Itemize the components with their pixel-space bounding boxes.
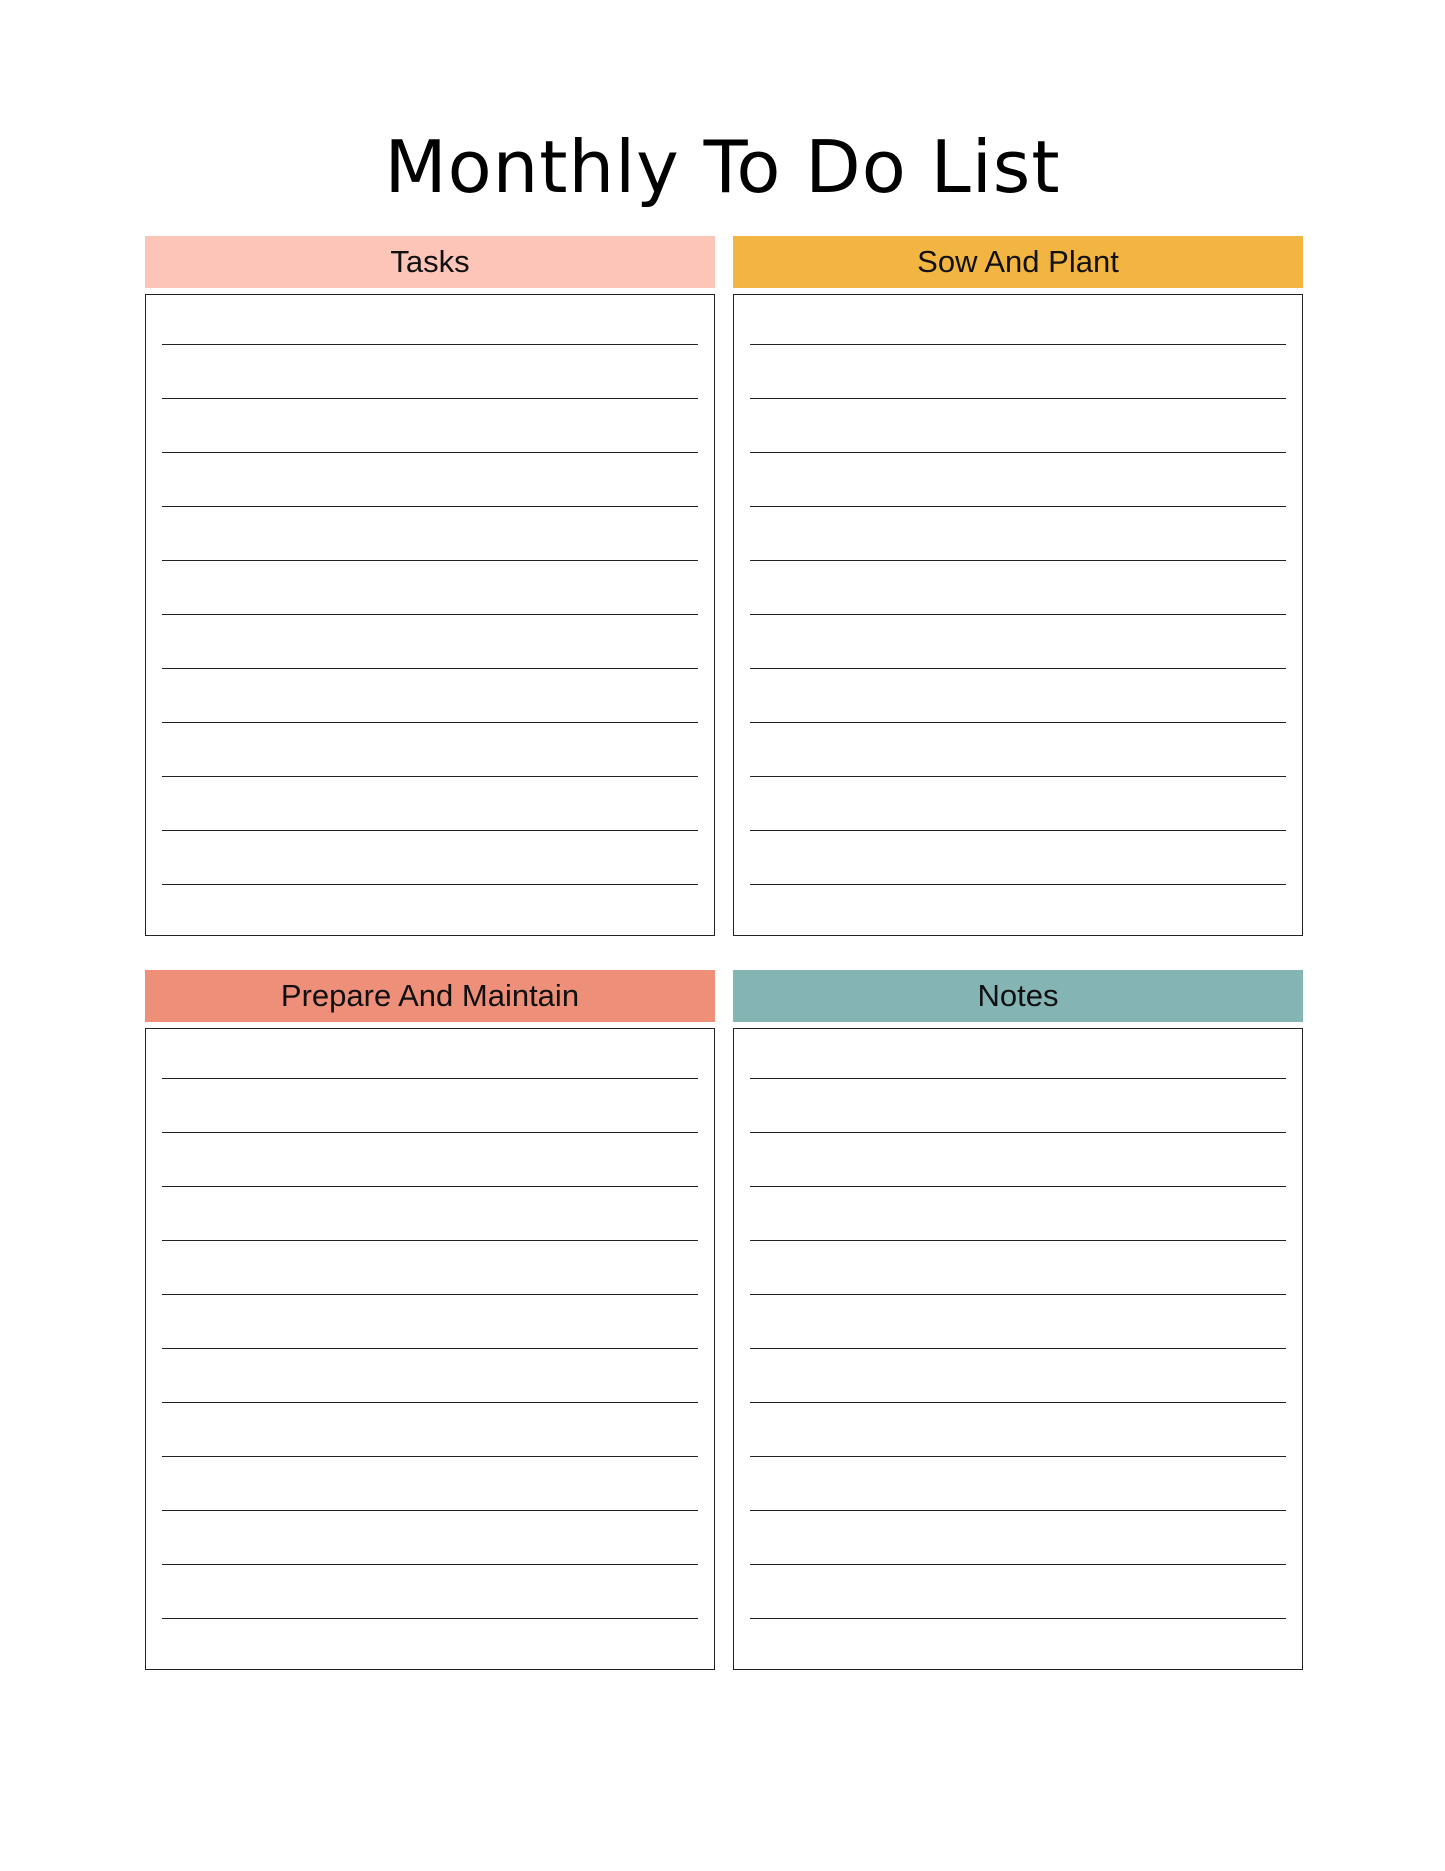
writing-line[interactable] — [750, 1402, 1286, 1403]
writing-line[interactable] — [162, 1132, 698, 1133]
writing-line[interactable] — [750, 830, 1286, 831]
prepare-and-maintain-box[interactable] — [145, 1028, 715, 1670]
writing-line[interactable] — [750, 344, 1286, 345]
writing-line[interactable] — [162, 560, 698, 561]
writing-line[interactable] — [750, 452, 1286, 453]
writing-line[interactable] — [750, 614, 1286, 615]
writing-line[interactable] — [162, 668, 698, 669]
writing-line[interactable] — [750, 1186, 1286, 1187]
writing-line[interactable] — [162, 398, 698, 399]
writing-line[interactable] — [162, 344, 698, 345]
writing-line[interactable] — [162, 1240, 698, 1241]
prepare-and-maintain-section — [145, 970, 715, 1670]
writing-line[interactable] — [162, 1510, 698, 1511]
writing-line[interactable] — [162, 1564, 698, 1565]
writing-line[interactable] — [162, 1186, 698, 1187]
writing-line[interactable] — [750, 398, 1286, 399]
writing-line[interactable] — [162, 1294, 698, 1295]
writing-line[interactable] — [750, 1132, 1286, 1133]
page-title: Monthly To Do List — [384, 125, 1061, 209]
writing-line[interactable] — [162, 776, 698, 777]
writing-line[interactable] — [750, 1078, 1286, 1079]
notes-box[interactable] — [733, 1028, 1303, 1670]
writing-line[interactable] — [750, 1510, 1286, 1511]
writing-line[interactable] — [750, 1564, 1286, 1565]
writing-line[interactable] — [162, 1348, 698, 1349]
writing-line[interactable] — [750, 1456, 1286, 1457]
writing-line[interactable] — [162, 830, 698, 831]
writing-line[interactable] — [162, 506, 698, 507]
writing-line[interactable] — [162, 614, 698, 615]
prepare-and-maintain-header: Prepare And Maintain — [145, 970, 715, 1022]
writing-line[interactable] — [162, 1402, 698, 1403]
sow-and-plant-header: Sow And Plant — [733, 236, 1303, 288]
writing-line[interactable] — [750, 884, 1286, 885]
writing-line[interactable] — [750, 506, 1286, 507]
tasks-header: Tasks — [145, 236, 715, 288]
writing-line[interactable] — [162, 722, 698, 723]
writing-line[interactable] — [162, 1618, 698, 1619]
writing-line[interactable] — [750, 1240, 1286, 1241]
writing-line[interactable] — [162, 452, 698, 453]
sow-and-plant-box[interactable] — [733, 294, 1303, 936]
writing-line[interactable] — [750, 1618, 1286, 1619]
notes-header: Notes — [733, 970, 1303, 1022]
writing-line[interactable] — [162, 1456, 698, 1457]
writing-line[interactable] — [162, 1078, 698, 1079]
writing-line[interactable] — [750, 560, 1286, 561]
tasks-box[interactable] — [145, 294, 715, 936]
writing-line[interactable] — [750, 776, 1286, 777]
writing-line[interactable] — [750, 722, 1286, 723]
writing-line[interactable] — [750, 1294, 1286, 1295]
writing-line[interactable] — [750, 1348, 1286, 1349]
notes-section — [733, 970, 1303, 1670]
writing-line[interactable] — [750, 668, 1286, 669]
sow-and-plant-section — [733, 236, 1303, 936]
tasks-section — [145, 236, 715, 936]
writing-line[interactable] — [162, 884, 698, 885]
